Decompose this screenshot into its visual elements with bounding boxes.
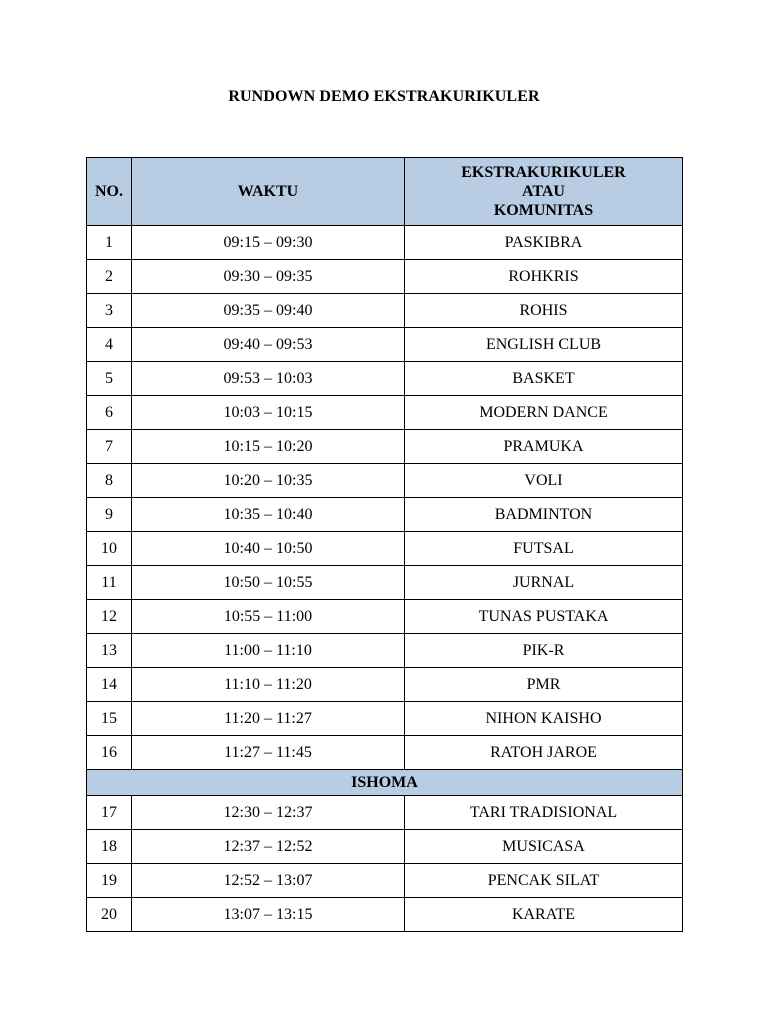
table-row: [87, 294, 683, 328]
row-time: 10:55 – 11:00: [132, 600, 405, 634]
row-time: 10:15 – 10:20: [132, 430, 405, 464]
row-activity: BASKET: [405, 362, 683, 396]
row-number: 11: [87, 566, 132, 600]
row-time: 10:35 – 10:40: [132, 498, 405, 532]
header-time: WAKTU: [132, 158, 405, 226]
row-activity: BADMINTON: [405, 498, 683, 532]
row-number: 2: [87, 260, 132, 294]
row-activity: ROHIS: [405, 294, 683, 328]
row-time: 09:30 – 09:35: [132, 260, 405, 294]
row-number: 14: [87, 668, 132, 702]
header-activity: [405, 158, 683, 226]
row-activity: PRAMUKA: [405, 430, 683, 464]
row-time: 09:53 – 10:03: [132, 362, 405, 396]
row-activity: PIK-R: [405, 634, 683, 668]
table-row: [87, 736, 683, 770]
table-row: [87, 328, 683, 362]
row-number: 20: [87, 898, 132, 932]
row-activity: RATOH JAROE: [405, 736, 683, 770]
table-header-row: [87, 158, 683, 226]
row-time: 09:40 – 09:53: [132, 328, 405, 362]
row-number: 10: [87, 532, 132, 566]
row-number: 18: [87, 830, 132, 864]
row-activity: ROHKRIS: [405, 260, 683, 294]
row-activity: PMR: [405, 668, 683, 702]
table-row: [87, 898, 683, 932]
table-row: [87, 702, 683, 736]
row-activity: KARATE: [405, 898, 683, 932]
row-number: 8: [87, 464, 132, 498]
break-row: [87, 770, 683, 796]
header-no: NO.: [87, 158, 132, 226]
table-row: [87, 226, 683, 260]
table-body-afternoon: [87, 796, 683, 932]
table-row: [87, 396, 683, 430]
row-number: 16: [87, 736, 132, 770]
row-number: 19: [87, 864, 132, 898]
document-title: RUNDOWN DEMO EKSTRAKURIKULER: [228, 88, 540, 105]
rundown-table: [86, 157, 683, 932]
table-row: [87, 430, 683, 464]
row-activity: NIHON KAISHO: [405, 702, 683, 736]
table-row: [87, 668, 683, 702]
table-row: [87, 600, 683, 634]
row-time: 10:40 – 10:50: [132, 532, 405, 566]
row-activity: JURNAL: [405, 566, 683, 600]
row-time: 12:30 – 12:37: [132, 796, 405, 830]
table-row: [87, 362, 683, 396]
row-number: 13: [87, 634, 132, 668]
row-activity: TUNAS PUSTAKA: [405, 600, 683, 634]
row-activity: PENCAK SILAT: [405, 864, 683, 898]
row-activity: MODERN DANCE: [405, 396, 683, 430]
row-time: 11:20 – 11:27: [132, 702, 405, 736]
row-activity: PASKIBRA: [405, 226, 683, 260]
row-number: 4: [87, 328, 132, 362]
row-time: 12:37 – 12:52: [132, 830, 405, 864]
row-number: 6: [87, 396, 132, 430]
row-time: 10:03 – 10:15: [132, 396, 405, 430]
row-time: 11:00 – 11:10: [132, 634, 405, 668]
row-number: 12: [87, 600, 132, 634]
table-row: [87, 260, 683, 294]
row-activity: FUTSAL: [405, 532, 683, 566]
row-time: 13:07 – 13:15: [132, 898, 405, 932]
row-number: 5: [87, 362, 132, 396]
table-break-section: [87, 770, 683, 796]
table-row: [87, 830, 683, 864]
table-row: [87, 532, 683, 566]
row-activity: TARI TRADISIONAL: [405, 796, 683, 830]
table-body-morning: [87, 226, 683, 770]
table-row: [87, 566, 683, 600]
row-number: 1: [87, 226, 132, 260]
row-number: 7: [87, 430, 132, 464]
break-label: ISHOMA: [87, 770, 683, 796]
row-number: 17: [87, 796, 132, 830]
row-time: 10:50 – 10:55: [132, 566, 405, 600]
row-activity: ENGLISH CLUB: [405, 328, 683, 362]
row-activity: MUSICASA: [405, 830, 683, 864]
row-time: 09:15 – 09:30: [132, 226, 405, 260]
row-time: 12:52 – 13:07: [132, 864, 405, 898]
row-time: 11:27 – 11:45: [132, 736, 405, 770]
table-row: [87, 464, 683, 498]
table-row: [87, 634, 683, 668]
table-row: [87, 864, 683, 898]
header-activity-line: EKSTRAKURIKULER: [461, 164, 626, 181]
row-number: 9: [87, 498, 132, 532]
row-number: 3: [87, 294, 132, 328]
header-activity-line: KOMUNITAS: [493, 202, 594, 219]
table-row: [87, 498, 683, 532]
row-number: 15: [87, 702, 132, 736]
table-row: [87, 796, 683, 830]
row-time: 09:35 – 09:40: [132, 294, 405, 328]
header-activity-line: ATAU: [522, 183, 565, 200]
row-time: 10:20 – 10:35: [132, 464, 405, 498]
row-activity: VOLI: [405, 464, 683, 498]
row-time: 11:10 – 11:20: [132, 668, 405, 702]
